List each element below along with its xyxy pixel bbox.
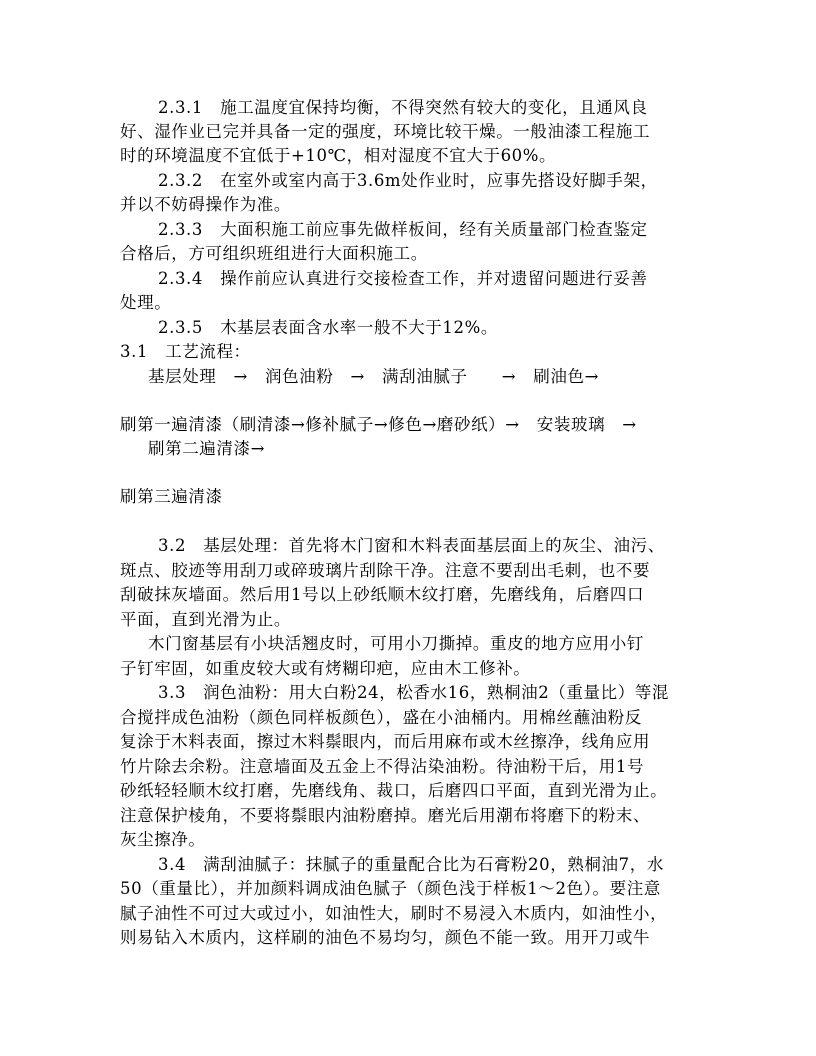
paragraph-line: 复涂于木料表面，擦过木料鬃眼内，而后用麻布或木丝擦净，线角应用 bbox=[120, 732, 651, 751]
paragraph-line: 2.3.5 木基层表面含水率一般不大于12%。 bbox=[158, 318, 498, 337]
section-heading: 3.1 工艺流程： bbox=[120, 342, 251, 361]
paragraph-line: 灰尘擦净。 bbox=[120, 830, 206, 849]
paragraph-line: 3.4 满刮油腻子：抹腻子的重量配合比为石膏粉20，熟桐油7，水 bbox=[158, 855, 664, 874]
paragraph-line: 木门窗基层有小块活翘皮时，可用小刀撕掉。重皮的地方应用小钉 bbox=[148, 634, 644, 653]
paragraph-line: 3.3 润色油粉：用大白粉24，松香水16，熟桐油2（重量比）等混 bbox=[158, 683, 670, 702]
paragraph-line: 注意保护棱角，不要将鬃眼内油粉磨掉。磨光后用潮布将磨下的粉末、 bbox=[120, 806, 651, 825]
process-flow-line: 基层处理 → 润色油粉 → 满刮油腻子 → 刷油色→ bbox=[148, 367, 600, 386]
paragraph-line: 则易钻入木质内，这样刷的油色不易均匀，颜色不能一致。用开刀或牛 bbox=[120, 928, 651, 947]
paragraph-line: 平面，直到光滑为止。 bbox=[120, 610, 291, 629]
paragraph-line: 合搅拌成色油粉（颜色同样板颜色），盛在小油桶内。用棉丝蘸油粉反 bbox=[120, 708, 642, 727]
paragraph-line: 腻子油性不可过大或过小，如油性大，刷时不易浸入木质内，如油性小， bbox=[120, 904, 668, 923]
paragraph-line: 子钉牢固，如重皮较大或有烤糊印疤，应由木工修补。 bbox=[120, 659, 531, 678]
paragraph-line: 并以不妨碍操作为准。 bbox=[120, 195, 291, 214]
paragraph-line: 2.3.4 操作前应认真进行交接检查工作，并对遗留问题进行妥善 bbox=[158, 269, 648, 288]
process-flow-line: 刷第一遍清漆（刷清漆→修补腻子→修色→磨砂纸）→ 安装玻璃 → bbox=[120, 415, 637, 434]
paragraph-line: 2.3.1 施工温度宜保持均衡，不得突然有较大的变化，且通风良 bbox=[158, 98, 648, 117]
paragraph-line: 50（重量比），并加颜料调成油色腻子（颜色浅于样板1～2色）。要注意 bbox=[120, 879, 661, 898]
paragraph-line: 时的环境温度不宜低于+10℃，相对湿度不宜大于60%。 bbox=[120, 146, 557, 165]
paragraph-line: 砂纸轻轻顺木纹打磨，先磨线角、裁口，后磨四口平面，直到光滑为止。 bbox=[120, 781, 668, 800]
paragraph-line: 2.3.2 在室外或室内高于3.6m处作业时，应事先搭设好脚手架， bbox=[158, 171, 658, 190]
paragraph-line: 合格后，方可组织班组进行大面积施工。 bbox=[120, 244, 428, 263]
paragraph-line: 2.3.3 大面积施工前应事先做样板间，经有关质量部门检查鉴定 bbox=[158, 220, 648, 239]
paragraph-line: 刮破抹灰墙面。然后用1号以上砂纸顺木纹打磨，先磨线角，后磨四口 bbox=[120, 585, 645, 604]
process-flow-line: 刷第二遍清漆→ bbox=[148, 439, 266, 458]
paragraph-line: 斑点、胶迹等用刮刀或碎玻璃片刮除干净。注意不要刮出毛刺，也不要 bbox=[120, 561, 651, 580]
process-flow-line: 刷第三遍清漆 bbox=[120, 487, 223, 506]
paragraph-line: 好、湿作业已完并具备一定的强度，环境比较干燥。一般油漆工程施工 bbox=[120, 122, 651, 141]
paragraph-line: 处理。 bbox=[120, 293, 172, 312]
paragraph-line: 3.2 基层处理：首先将木门窗和木料表面基层面上的灰尘、油污、 bbox=[158, 536, 665, 555]
paragraph-line: 竹片除去余粉。注意墙面及五金上不得沾染油粉。待油粉干后，用1号 bbox=[120, 757, 645, 776]
